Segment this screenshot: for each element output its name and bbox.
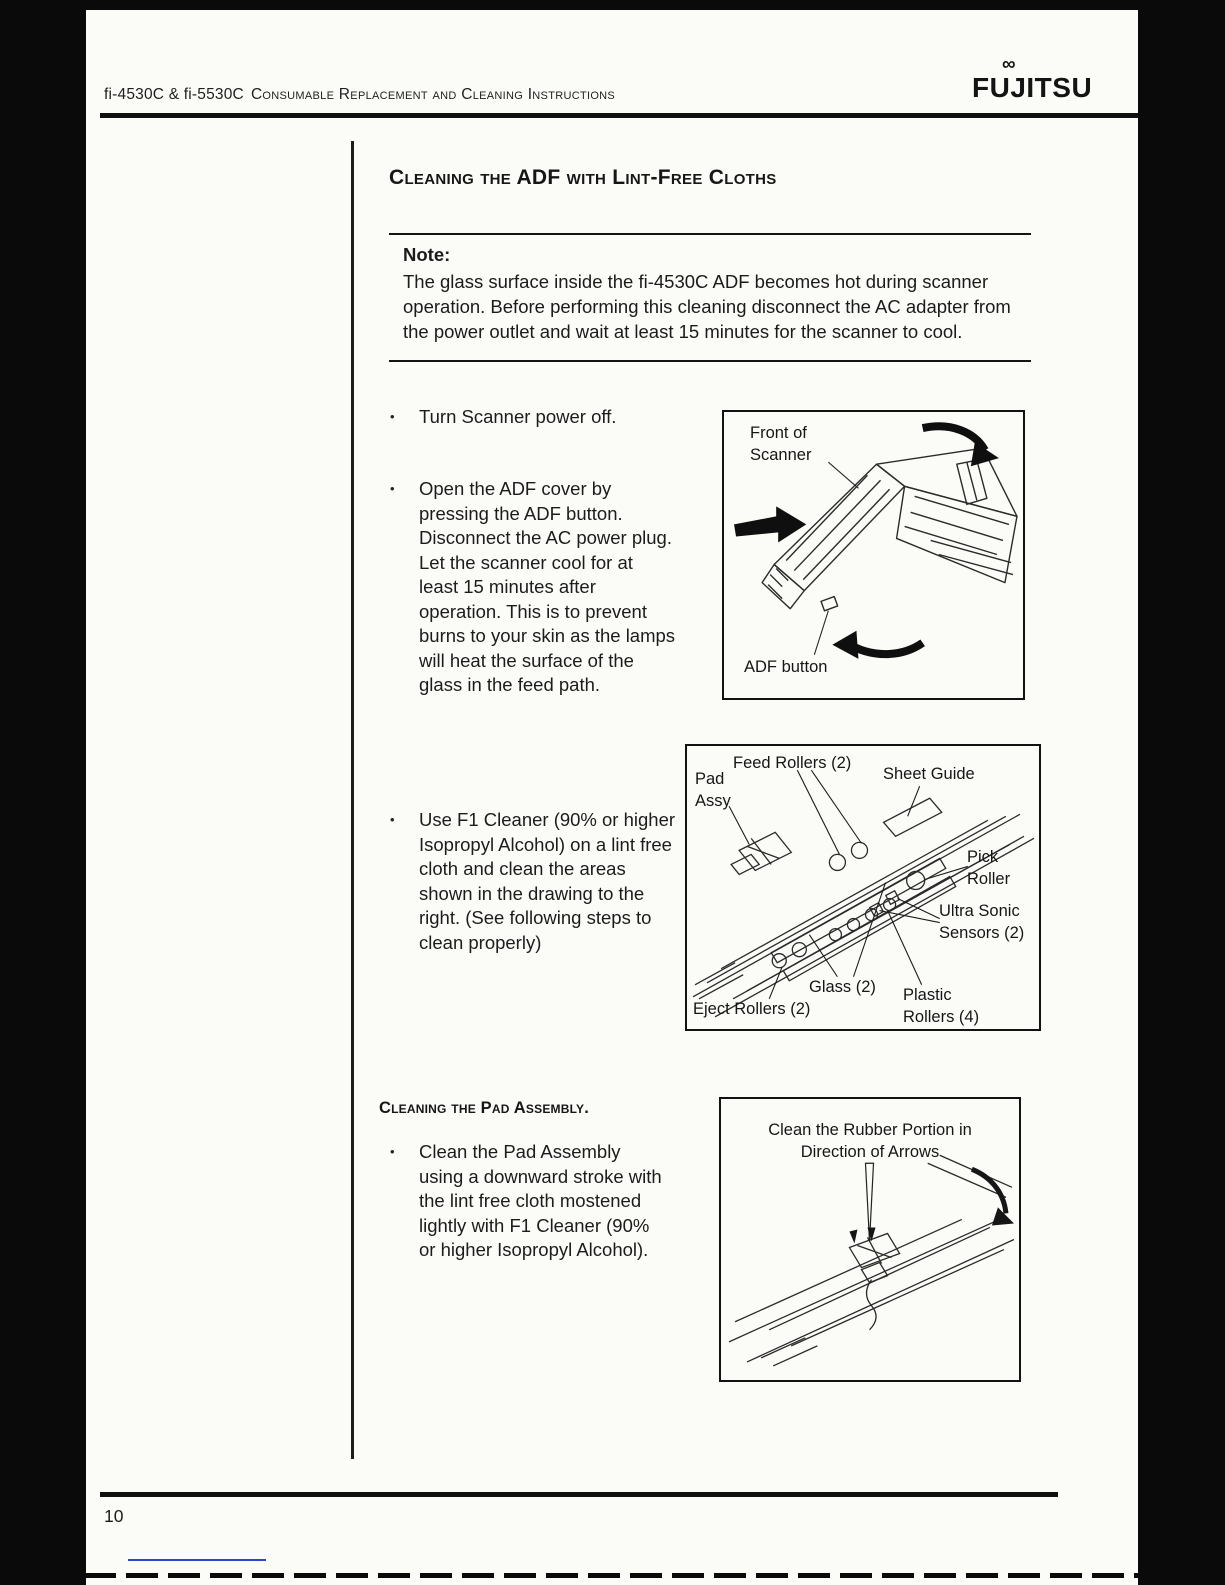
callout-leader-lines bbox=[729, 770, 968, 999]
page-number: 10 bbox=[104, 1506, 124, 1526]
figure2-label-glass: Glass (2) bbox=[809, 978, 876, 996]
figure-pad-cleaning bbox=[719, 1097, 1021, 1382]
figure2-label-plastic-rollers: Plastic Rollers (4) bbox=[903, 986, 980, 1026]
page-header bbox=[104, 86, 615, 104]
note-block bbox=[389, 233, 1031, 362]
curved-arrow-icon bbox=[972, 1169, 1006, 1213]
bullet-text: Clean the Pad Assembly using a downward stroke with the lint free cloth mostened lightly with F1 Cleaner (90% or higher Isopropyl Alcohol). bbox=[419, 1141, 662, 1260]
figure1-label-adf-button: ADF button bbox=[744, 658, 828, 676]
figure3-caption: Clean the Rubber Portion in Direction of Arrows bbox=[768, 1121, 972, 1161]
header-model-text: fi-4530C & fi-5530C bbox=[104, 86, 244, 103]
down-arrow-icon bbox=[849, 1229, 857, 1243]
bullet-marker: • bbox=[390, 409, 395, 424]
left-vertical-rule bbox=[351, 141, 354, 1459]
list-item bbox=[386, 405, 686, 430]
bullet-marker: • bbox=[390, 481, 395, 496]
figure2-label-sheet-guide: Sheet Guide bbox=[883, 765, 975, 783]
scan-border-right bbox=[1138, 0, 1225, 1585]
section-title: Cleaning the ADF with Lint-Free Cloths bbox=[389, 166, 777, 189]
figure2-label-eject-rollers: Eject Rollers (2) bbox=[693, 1000, 811, 1018]
figure2-label-ultra-sonic-sensors: Ultra Sonic Sensors (2) bbox=[939, 902, 1025, 942]
note-label: Note: bbox=[403, 244, 451, 265]
figure2-label-feed-rollers: Feed Rollers (2) bbox=[733, 754, 852, 772]
footer-rule bbox=[100, 1492, 1058, 1497]
header-subtitle-text: Consumable Replacement and Cleaning Instructions bbox=[250, 86, 616, 103]
bullet-text: Use F1 Cleaner (90% or higher Isopropyl Alcohol) on a lint free cloth and clean the areas shown in the drawing to the right. (See following steps to clean properly) bbox=[419, 809, 676, 953]
scan-blue-underline bbox=[128, 1559, 266, 1561]
pad-section-title: Cleaning the Pad Assembly. bbox=[379, 1099, 589, 1117]
bullet-text: Turn Scanner power off. bbox=[419, 406, 617, 427]
bullet-marker: • bbox=[390, 812, 395, 827]
scan-border-left bbox=[0, 0, 86, 1585]
fujitsu-infinity-icon: ∞ bbox=[1002, 54, 1016, 75]
figure2-label-pick-roller: Pick Roller bbox=[967, 848, 1011, 888]
list-item bbox=[386, 477, 686, 698]
note-text: The glass surface inside the fi-4530C ADF becomes hot during scanner operation. Before performing this cleaning disconnect the AC adapter from the power outlet and wait at least 15 minutes for the scanner to cool. bbox=[403, 271, 1011, 342]
fujitsu-wordmark: FUJITSU bbox=[972, 72, 1093, 103]
press-arrow-icon bbox=[734, 506, 806, 542]
figure1-label-front-of-scanner: Front of Scanner bbox=[750, 424, 812, 464]
figure-open-adf bbox=[722, 410, 1025, 700]
scan-border-top bbox=[0, 0, 1225, 10]
figure2-label-pad-assy: Pad Assy bbox=[695, 770, 731, 810]
bullet-marker: • bbox=[390, 1144, 395, 1159]
list-item bbox=[386, 1140, 686, 1263]
bullet-text: Open the ADF cover by pressing the ADF button. Disconnect the AC power plug. Let the scanner cool for at least 15 minutes after operation. This is to prevent burns to your skin as the lamps will heat the surface of the glass in the feed path. bbox=[419, 478, 676, 695]
figure-adf-interior bbox=[685, 744, 1041, 1031]
header-rule bbox=[100, 113, 1138, 118]
scan-dashed-bottom-line bbox=[0, 1573, 1225, 1578]
list-item bbox=[386, 808, 696, 955]
